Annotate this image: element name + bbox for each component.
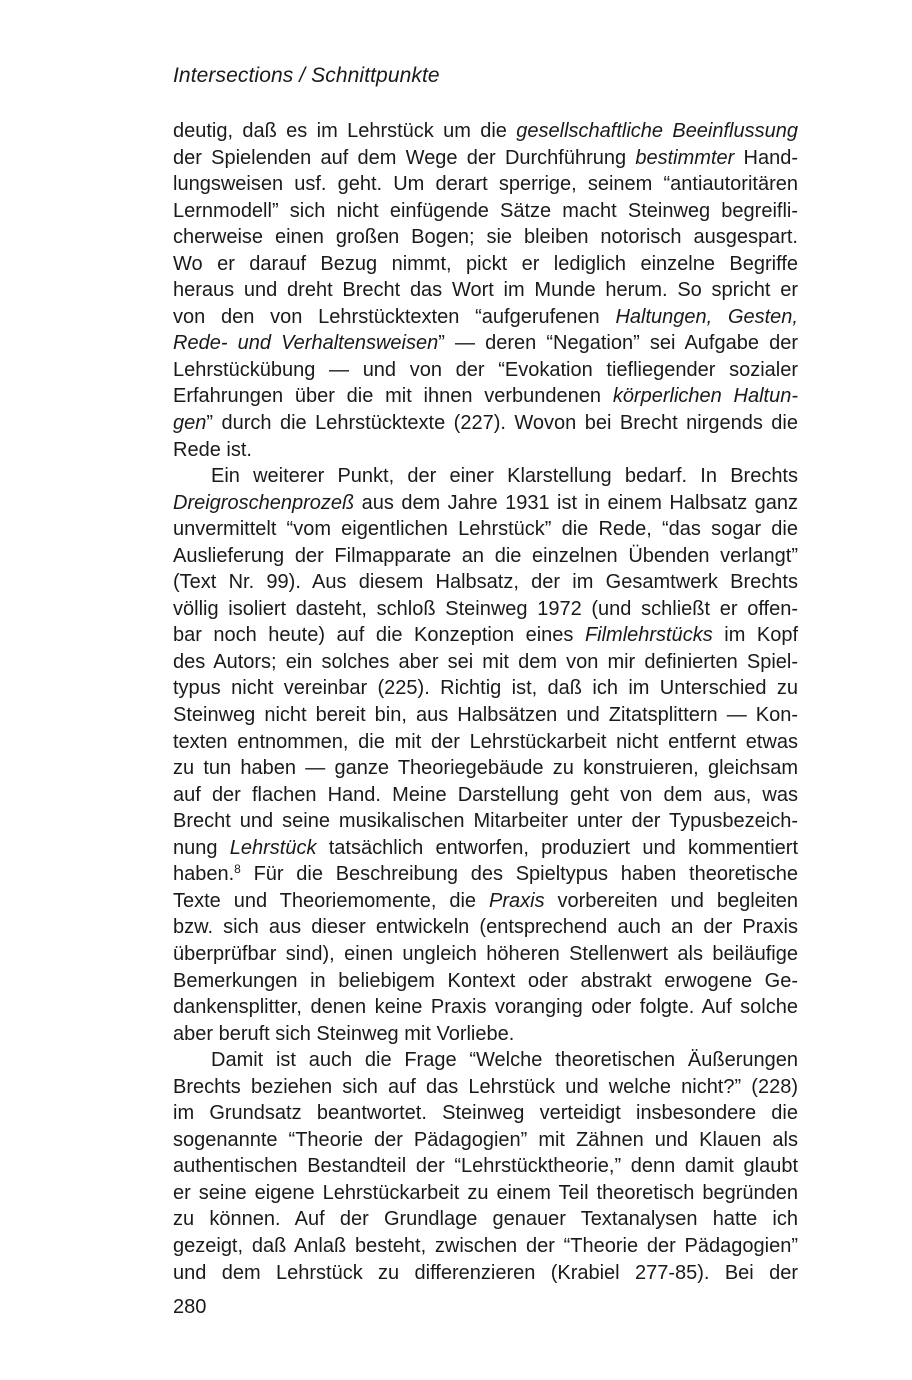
- footnote-ref: 8: [234, 862, 241, 877]
- text-segment: ” — deren “Negation” sei Aufgabe der: [438, 332, 798, 355]
- text-line: [173, 145, 798, 172]
- text-segment: des Autors; ein solches aber sei mit dem von mir definierten Spiel-: [173, 650, 798, 673]
- text-line: [173, 410, 798, 437]
- text-line: [173, 1260, 798, 1287]
- text-line: [173, 304, 798, 331]
- italic-text: Dreigroschenprozeß: [173, 491, 355, 514]
- text-line: [173, 1153, 798, 1180]
- italic-text: Praxis: [489, 889, 545, 912]
- text-segment: von den von Lehrstücktexten “aufgerufenen: [173, 305, 616, 328]
- text-line: [173, 1047, 798, 1074]
- text-line: [173, 277, 798, 304]
- text-segment: bar noch heute) auf die Konzeption eines: [173, 624, 585, 647]
- text-segment: haben.: [173, 863, 235, 886]
- text-line: [173, 622, 798, 649]
- text-line: [173, 1206, 798, 1233]
- text-line: [173, 649, 798, 676]
- text-line: [173, 914, 798, 941]
- text-segment: Damit ist auch die Frage “Welche theoretischen Äußerungen: [211, 1049, 798, 1072]
- text-line: [173, 224, 798, 251]
- text-segment: auf der flachen Hand. Meine Darstellung geht von dem aus, was: [173, 783, 798, 806]
- text-segment: zu können. Auf der Grundlage genauer Textanalysen hatte ich: [173, 1208, 798, 1231]
- text-segment: er seine eigene Lehrstückarbeit zu einem Teil theoretisch begründen: [173, 1181, 798, 1204]
- text-segment: bzw. sich aus dieser entwickeln (entsprechend auch an der Praxis: [173, 916, 798, 939]
- text-segment: (Text Nr. 99). Aus diesem Halbsatz, der im Gesamtwerk Brechts: [173, 571, 798, 594]
- text-line: [173, 808, 798, 835]
- text-line: [173, 1180, 798, 1207]
- text-line: [173, 702, 798, 729]
- text-segment: im Kopf: [712, 624, 798, 647]
- text-segment: Auslieferung der Filmapparate an die einzelnen Übenden verlangt”: [173, 544, 798, 567]
- text-segment: ” durch die Lehrstücktexte (227). Wovon bei Brecht nirgends die: [206, 412, 798, 435]
- text-line: [173, 516, 798, 543]
- text-line: [173, 888, 798, 915]
- text-line: [173, 383, 798, 410]
- text-segment: gezeigt, daß Anlaß besteht, zwischen der “Theorie der Pädagogien”: [173, 1234, 798, 1257]
- text-segment: texten entnommen, die mit der Lehrstückarbeit nicht entfernt etwas: [173, 730, 798, 753]
- text-segment: Erfahrungen über die mit ihnen verbundenen: [173, 385, 613, 408]
- text-line: [173, 171, 798, 198]
- text-line: [173, 1100, 798, 1127]
- text-line: [173, 543, 798, 570]
- text-segment: sogenannte “Theorie der Pädagogien” mit Zähnen und Klauen als: [173, 1128, 798, 1151]
- text-segment: unvermittelt “vom eigentlichen Lehrstück” die Rede, “das sogar die: [173, 518, 798, 541]
- italic-text: Filmlehrstücks: [584, 624, 713, 647]
- text-line: [173, 357, 798, 384]
- text-segment: der Spielenden auf dem Wege der Durchführung: [173, 146, 636, 169]
- text-line: [173, 463, 798, 490]
- text-line: [173, 941, 798, 968]
- text-segment: Brecht und seine musikalischen Mitarbeiter unter der Typusbezeich-: [173, 810, 798, 833]
- text-segment: tatsächlich entworfen, produziert und kommentiert: [316, 836, 798, 859]
- text-segment: Bemerkungen in beliebigem Kontext oder abstrakt erwogene Ge-: [173, 969, 798, 992]
- italic-text: gesellschaftliche Beeinflussung: [516, 120, 798, 142]
- text-line: [173, 782, 798, 809]
- italic-text: körperlichen Haltun-: [612, 385, 799, 408]
- text-line: [173, 1074, 798, 1101]
- text-line: [173, 1127, 798, 1154]
- text-segment: typus nicht vereinbar (225). Richtig ist, daß ich im Unterschied zu: [173, 677, 798, 700]
- text-line: [173, 1021, 798, 1048]
- text-line: [173, 437, 798, 464]
- text-segment: aus dem Jahre 1931 ist in einem Halbsatz ganz: [354, 491, 798, 514]
- text-segment: zu tun haben — ganze Theoriegebäude zu konstruieren, gleichsam: [173, 757, 798, 780]
- text-line: [173, 251, 798, 278]
- text-line: [173, 330, 798, 357]
- text-segment: Lehrstückübung — und von der “Evokation tiefliegender sozialer: [173, 358, 798, 381]
- text-segment: Hand-: [734, 146, 798, 169]
- text-segment: und dem Lehrstück zu differenzieren (Krabiel 277-85). Bei der: [173, 1261, 798, 1284]
- text-segment: lungsweisen usf. geht. Um derart sperrige, seinem “antiautoritären: [173, 173, 798, 196]
- text-line: [173, 118, 798, 145]
- text-segment: überprüfbar sind), einen ungleich höheren Stellenwert als beiläufige: [173, 942, 798, 965]
- italic-text: bestimmter: [635, 146, 735, 169]
- text-segment: vorbereiten und begleiten: [544, 889, 799, 912]
- text-segment: im Grundsatz beantwortet. Steinweg verteidigt insbesondere die: [173, 1102, 798, 1125]
- text-line: [173, 198, 798, 225]
- text-segment: authentischen Bestandteil der “Lehrstücktheorie,” denn damit glaubt: [173, 1155, 798, 1178]
- text-line: [173, 755, 798, 782]
- text-segment: nung: [173, 836, 230, 859]
- page-number: 280: [173, 1296, 207, 1318]
- text-segment: dankensplitter, denen keine Praxis voranging oder folgte. Auf solche: [173, 996, 798, 1019]
- text-line: [173, 490, 798, 517]
- text-segment: Texte und Theoriemomente, die: [173, 889, 489, 912]
- text-line: [173, 569, 798, 596]
- text-segment: Rede ist.: [173, 438, 252, 461]
- text-segment: cherweise einen großen Bogen; sie bleiben notorisch ausgespart.: [173, 226, 798, 249]
- body-text: [173, 118, 798, 1286]
- text-segment: Wo er darauf Bezug nimmt, pickt er lediglich einzelne Begriffe: [173, 252, 798, 275]
- text-line: [173, 596, 798, 623]
- italic-text: Haltungen, Gesten,: [615, 305, 798, 328]
- text-segment: aber beruft sich Steinweg mit Vorliebe.: [173, 1022, 515, 1045]
- text-segment: deutig, daß es im Lehrstück um die: [173, 120, 517, 142]
- text-segment: Brechts beziehen sich auf das Lehrstück und welche nicht?” (228): [173, 1075, 798, 1098]
- text-line: [173, 1233, 798, 1260]
- text-line: [173, 968, 798, 995]
- text-line: [173, 835, 798, 862]
- running-head: Intersections / Schnittpunkte: [173, 64, 440, 87]
- text-segment: heraus und dreht Brecht das Wort im Munde herum. So spricht er: [173, 279, 798, 302]
- text-line: [173, 994, 798, 1021]
- text-line: [173, 729, 798, 756]
- text-segment: Steinweg nicht bereit bin, aus Halbsätzen und Zitatsplittern — Kon-: [173, 704, 798, 727]
- text-segment: völlig isoliert dasteht, schloß Steinweg 1972 (und schließt er offen-: [173, 597, 798, 620]
- text-line: [173, 861, 798, 888]
- text-segment: Ein weiterer Punkt, der einer Klarstellung bedarf. In Brechts: [211, 465, 798, 488]
- text-segment: Für die Beschreibung des Spieltypus haben theoretische: [240, 863, 798, 886]
- text-line: [173, 675, 798, 702]
- italic-text: Rede- und Verhaltensweisen: [173, 332, 439, 355]
- italic-text: Lehrstück: [229, 836, 317, 859]
- italic-text: gen: [173, 412, 207, 435]
- text-segment: Lernmodell” sich nicht einfügende Sätze macht Steinweg begreifli-: [173, 199, 798, 222]
